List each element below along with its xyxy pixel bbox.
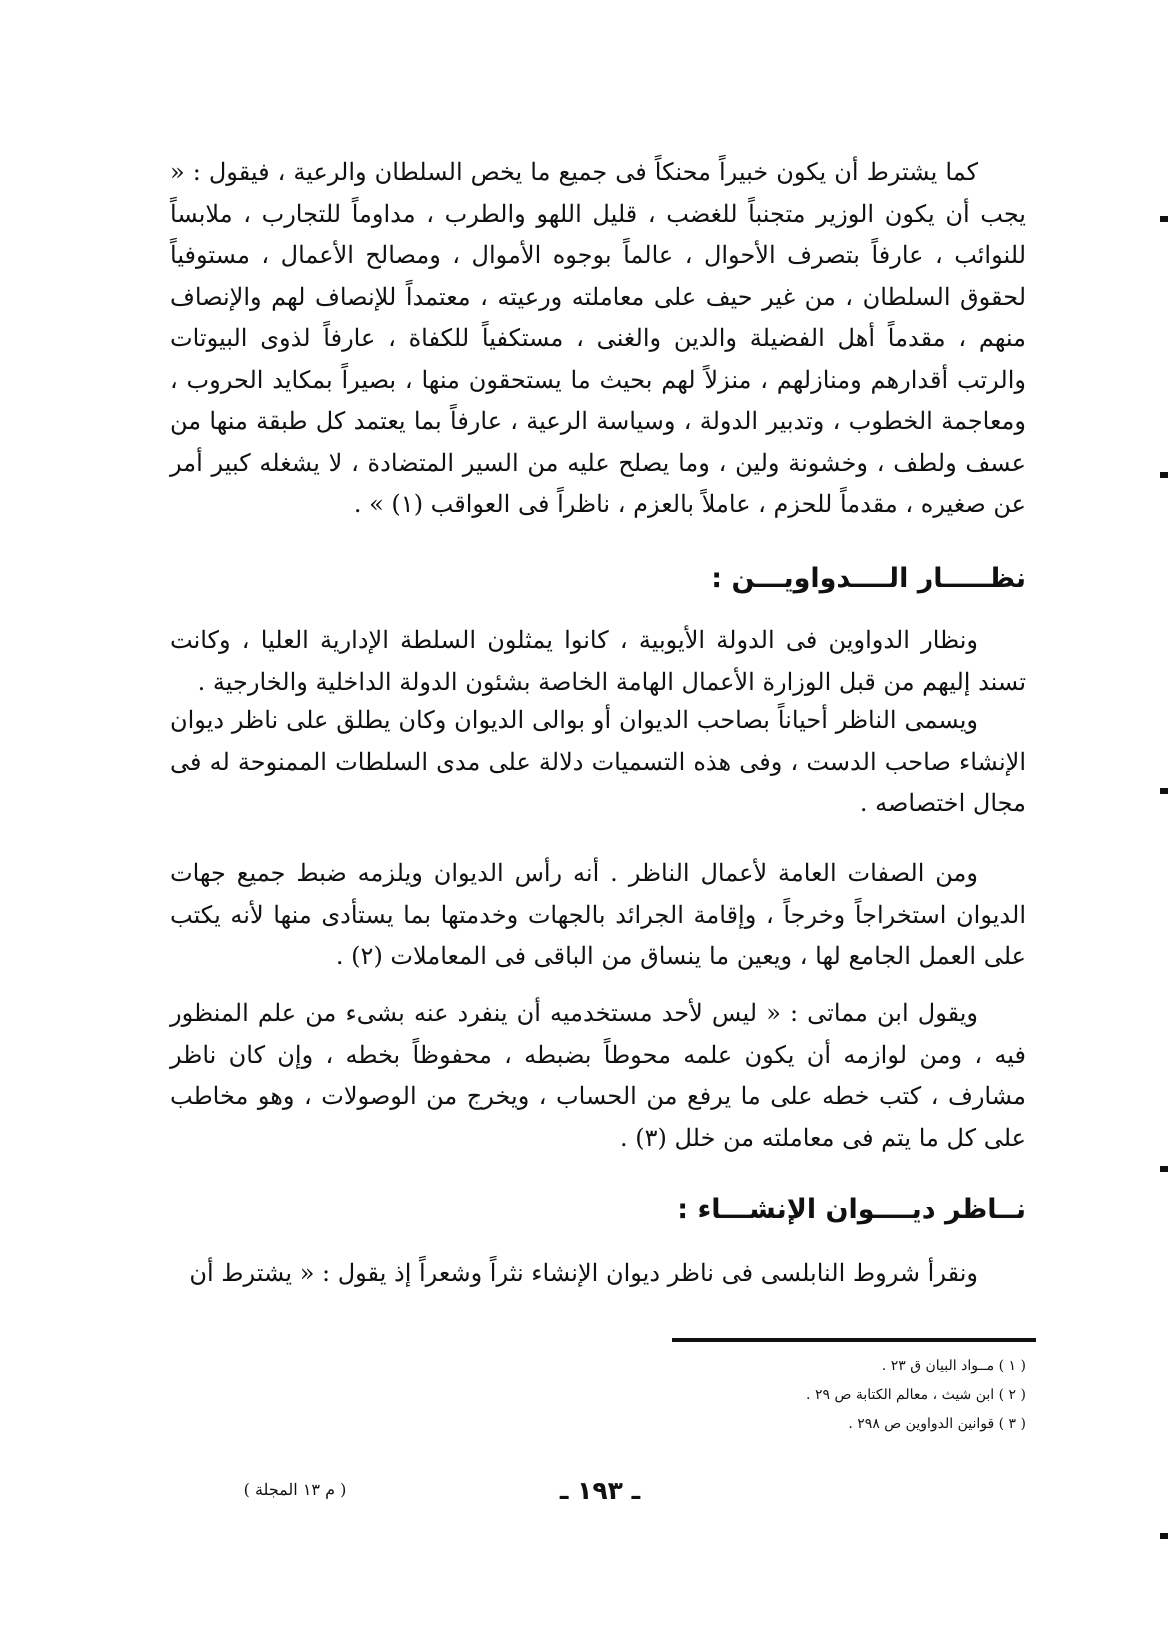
footnotes: [506, 1352, 1026, 1439]
footnote-3: ( ٣ ) قوانين الدواوين ص ٢٩٨ .: [848, 1416, 1026, 1432]
heading-insha-overseer: نــاظر ديــــوان الإنشـــاء :: [677, 1194, 1026, 1225]
heading-diwan-overseers: نظـــــار الــــدواويـــن :: [711, 563, 1026, 594]
paragraph-overseer-titles: ويسمى الناظر أحياناً بصاحب الديوان أو بوالى الديوان وكان يطلق على ناظر ديوان الإنشاء صاحب الدست ، وفى هذه التسميات دلالة على مدى السلطات الممنوحة له فى مجال اختصاصه .: [170, 706, 1026, 817]
footnote-2: ( ٢ ) ابن شيث ، معالم الكتابة ص ٢٩ .: [806, 1387, 1026, 1403]
scan-edge-mark: [1160, 216, 1168, 222]
scan-edge-mark: [1160, 1166, 1168, 1172]
scan-edge-mark: [1160, 472, 1168, 478]
paragraph-overseer-duties: ومن الصفات العامة لأعمال الناظر . أنه رأس الديوان ويلزمه ضبط جميع جهات الديوان استخراجاً وخرجاً ، وإقامة الجرائد بالجهات وخدمتها بما يستأدى منها لأنه يكتب على العمل الجامع لها ، ويعين ما ينساق من الباقى فى المعاملات (٢) .: [170, 859, 1026, 970]
scan-edge-mark: [1160, 1533, 1168, 1539]
paragraph-ayyubid-overseers: ونظار الدواوين فى الدولة الأيوبية ، كانوا يمثلون السلطة الإدارية العليا ، وكانت تسند إليهم من قبل الوزارة الأعمال الهامة الخاصة بشئون الدولة الداخلية والخارجية .: [170, 626, 1026, 696]
footnote-1: ( ١ ) مــواد البيان ق ٢٣ .: [881, 1358, 1026, 1374]
paragraph-vizier-qualities: كما يشترط أن يكون خبيراً محنكاً فى جميع ما يخص السلطان والرعية ، فيقول : « يجب أن يكون الوزير متجنباً للغضب ، قليل اللهو والطرب ، مداوماً للتجارب ، ملابساً للنوائب ، عارفاً بتصرف الأحوال ، عالماً بوجوه الأموال ، ومصالح الأعمال ، مستوفياً لحقوق السلطان ، من غير حيف على معاملته ورعيته ، معتمداً للإنصاف لهم والإنصاف منهم ، مقدماً أهل الفضيلة والدين والغنى ، مستكفياً للكفاة ، عارفاً لذوى البيوتات والرتب أقدارهم ومنازلهم ، منزلاً لهم بحيث ما يستحقون منها ، بصيراً بمكايد الحروب ، ومعاجمة الخطوب ، وتدبير الدولة ، وسياسة الرعية ، عارفاً بما يعتمد كل طبقة منها من عسف ولطف ، وخشونة ولين ، وما يصلح عليه من السير المتضادة ، لا يشغله كبير أمر عن صغيره ، مقدماً للحزم ، عاملاً بالعزم ، ناظراً فى العواقب (١) » .: [170, 158, 1027, 518]
footnote-separator: [672, 1338, 1036, 1342]
scan-edge-mark: [1160, 788, 1168, 794]
page-number: ـ ١٩٣ ـ: [559, 1476, 641, 1505]
paragraph-nabulsi-conditions: ونقرأ شروط النابلسى فى ناظر ديوان الإنشاء نثراً وشعراً إذ يقول : « يشترط أن: [189, 1259, 978, 1287]
signature-mark: ( م ١٣ المجلة ): [243, 1480, 347, 1499]
paragraph-ibn-mammati-quote: ويقول ابن مماتى : « ليس لأحد مستخدميه أن ينفرد عنه بشىء من علم المنظور فيه ، ومن لوازمه أن يكون علمه محوطاً بضبطه ، محفوظاً بخطه ، وإن كان ناظر مشارف ، كتب خطه على ما يرفع من الحساب ، ويخرج من الوصولات ، وهو مخاطب على كل ما يتم فى معاملته من خلل (٣) .: [170, 999, 1026, 1152]
